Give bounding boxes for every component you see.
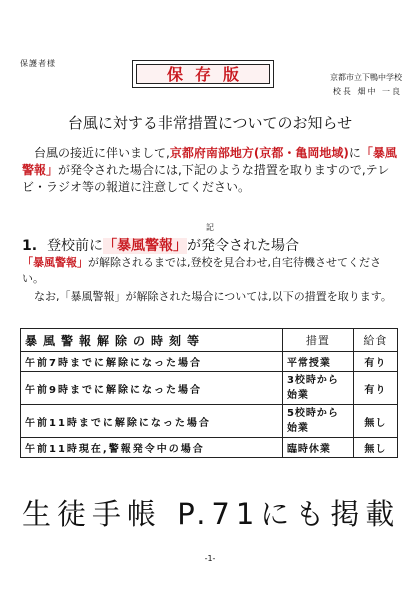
row-condition: 午前9時までに解除になった場合	[21, 372, 283, 405]
standby-text: が解除されるまでは,登校を見合わせ,自宅待機させてください。	[22, 256, 381, 285]
principal-name: 校長 畑中 一良	[332, 87, 402, 96]
intro-area: 京都府南部地方(京都・亀岡地域)	[169, 146, 349, 160]
stamp-label: 保存版	[136, 64, 270, 84]
intro-text-a: 台風の接近に伴いまして,	[34, 146, 170, 160]
section-text-a: 登校前に	[47, 238, 104, 254]
storage-stamp	[132, 60, 274, 88]
row-measure: 3校時から始業	[282, 372, 353, 405]
row-lunch: 無し	[353, 405, 397, 438]
row-condition: 午前11時までに解除になった場合	[21, 405, 283, 438]
ki-heading: 記	[206, 223, 214, 232]
measures-paragraph: なお,「暴風警報」が解除された場合については,以下の措置を取ります。	[34, 290, 392, 303]
table-row	[21, 405, 398, 438]
table-header-row	[21, 329, 398, 352]
recipient-label: 保護者様	[20, 59, 56, 68]
row-measure: 臨時休業	[282, 438, 353, 458]
table-row	[21, 438, 398, 458]
header-measure: 措置	[282, 329, 353, 352]
section-1-heading	[22, 235, 299, 255]
row-lunch: 有り	[353, 372, 397, 405]
row-lunch: 有り	[353, 352, 397, 372]
page-number: -1-	[204, 554, 216, 563]
table-row	[21, 372, 398, 405]
section-warning: 「暴風警報」	[103, 238, 188, 254]
row-measure: 5校時から始業	[282, 405, 353, 438]
intro-text-c: が発令された場合には,下記のような措置を取りますので,テレビ・ラジオ等の報道に注意してください。	[22, 163, 390, 194]
handbook-reference: 生徒手帳 P.71にも掲載	[22, 497, 401, 531]
document-title: 台風に対する非常措置についてのお知らせ	[67, 114, 353, 132]
row-condition: 午前7時までに解除になった場合	[21, 352, 283, 372]
standby-warning: 「暴風警報」	[22, 256, 88, 269]
row-condition: 午前11時現在,警報発令中の場合	[21, 438, 283, 458]
intro-warning: 「暴風警報」	[22, 146, 397, 177]
row-lunch: 無し	[353, 438, 397, 458]
measures-table	[20, 328, 398, 458]
standby-paragraph	[22, 255, 400, 287]
intro-paragraph	[22, 145, 400, 196]
school-name: 京都市立下鴨中学校	[330, 73, 402, 82]
header-time-condition: 暴風警報解除の時刻等	[21, 329, 283, 352]
header-lunch: 給食	[353, 329, 397, 352]
row-measure: 平常授業	[282, 352, 353, 372]
table-row	[21, 352, 398, 372]
intro-text-b: に	[348, 146, 361, 160]
section-number: 1.	[22, 238, 38, 254]
section-text-b: が発令された場合	[187, 238, 300, 254]
